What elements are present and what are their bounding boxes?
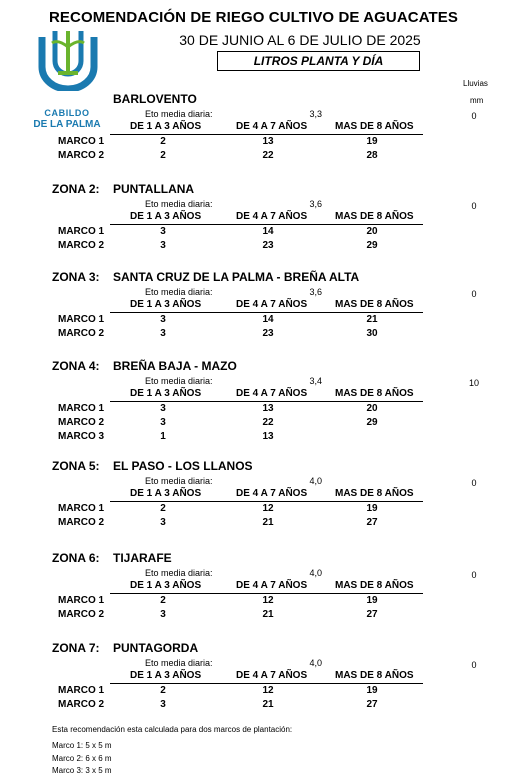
value-8-plus-years: 20 bbox=[366, 403, 378, 414]
value-1-3-years: 2 bbox=[160, 150, 166, 161]
value-8-plus-years: 27 bbox=[366, 699, 378, 710]
zone-name: PUNTALLANA bbox=[113, 182, 195, 196]
value-8-plus-years: 30 bbox=[366, 328, 378, 339]
marco-name: MARCO 2 bbox=[58, 517, 105, 528]
value-4-7-years: 13 bbox=[262, 403, 274, 414]
rain-value: 0 bbox=[471, 111, 477, 121]
marco-name: MARCO 2 bbox=[58, 417, 105, 428]
eto-value: 3,4 bbox=[309, 376, 322, 386]
header-rule bbox=[110, 683, 423, 684]
col-header-1-3-years: DE 1 A 3 AÑOS bbox=[130, 121, 202, 132]
rain-value: 0 bbox=[471, 289, 477, 299]
footnote-marco-1: Marco 1: 5 x 5 m bbox=[52, 741, 112, 750]
value-8-plus-years: 19 bbox=[366, 685, 378, 696]
value-1-3-years: 3 bbox=[160, 517, 166, 528]
col-header-4-7-years: DE 4 A 7 AÑOS bbox=[236, 388, 308, 399]
col-header-8-plus-years: MAS DE 8 AÑOS bbox=[335, 670, 414, 681]
zone-label: ZONA 6: bbox=[52, 551, 100, 565]
cabildo-palm-logo-icon bbox=[36, 27, 100, 91]
zone-label: ZONA 5: bbox=[52, 459, 100, 473]
marco-name: MARCO 2 bbox=[58, 240, 105, 251]
footnote-marco-3: Marco 3: 3 x 5 m bbox=[52, 766, 112, 775]
footnote-marco-2: Marco 2: 6 x 6 m bbox=[52, 754, 112, 763]
table-row bbox=[0, 417, 507, 431]
zone-label: ZONA 3: bbox=[52, 270, 100, 284]
header-rule bbox=[110, 593, 423, 594]
table-row bbox=[0, 431, 507, 445]
table-row bbox=[0, 226, 507, 240]
col-header-1-3-years: DE 1 A 3 AÑOS bbox=[130, 211, 202, 222]
table-row bbox=[0, 685, 507, 699]
value-4-7-years: 14 bbox=[262, 226, 274, 237]
table-row bbox=[0, 150, 507, 164]
value-1-3-years: 3 bbox=[160, 609, 166, 620]
rain-header: Lluvias bbox=[463, 79, 488, 88]
eto-value: 4,0 bbox=[309, 658, 322, 668]
col-header-4-7-years: DE 4 A 7 AÑOS bbox=[236, 121, 308, 132]
value-1-3-years: 3 bbox=[160, 417, 166, 428]
col-header-1-3-years: DE 1 A 3 AÑOS bbox=[130, 299, 202, 310]
col-header-4-7-years: DE 4 A 7 AÑOS bbox=[236, 299, 308, 310]
rain-value: 10 bbox=[468, 378, 479, 388]
value-8-plus-years: 20 bbox=[366, 226, 378, 237]
col-header-4-7-years: DE 4 A 7 AÑOS bbox=[236, 670, 308, 681]
header-rule bbox=[110, 312, 423, 313]
marco-name: MARCO 3 bbox=[58, 431, 105, 442]
table-row bbox=[0, 517, 507, 531]
rain-value: 0 bbox=[471, 570, 477, 580]
document-title: RECOMENDACIÓN DE RIEGO CULTIVO DE AGUACATES bbox=[48, 9, 459, 26]
value-1-3-years: 2 bbox=[160, 595, 166, 606]
date-range: 30 DE JUNIO AL 6 DE JULIO DE 2025 bbox=[179, 32, 421, 48]
zone-name: TIJARAFE bbox=[113, 551, 172, 565]
col-header-8-plus-years: MAS DE 8 AÑOS bbox=[335, 299, 414, 310]
zone-name: BREÑA BAJA - MAZO bbox=[113, 359, 237, 373]
eto-label: Eto media diaria: bbox=[145, 287, 213, 297]
value-4-7-years: 22 bbox=[262, 417, 274, 428]
eto-label: Eto media diaria: bbox=[145, 199, 213, 209]
marco-name: MARCO 2 bbox=[58, 328, 105, 339]
eto-value: 3,6 bbox=[309, 287, 322, 297]
value-4-7-years: 21 bbox=[262, 609, 274, 620]
eto-label: Eto media diaria: bbox=[145, 476, 213, 486]
zone-label: ZONA 2: bbox=[52, 182, 100, 196]
col-header-8-plus-years: MAS DE 8 AÑOS bbox=[335, 211, 414, 222]
value-8-plus-years: 29 bbox=[366, 417, 378, 428]
value-4-7-years: 22 bbox=[262, 150, 274, 161]
eto-value: 3,6 bbox=[309, 199, 322, 209]
zone-label: ZONA 7: bbox=[52, 641, 100, 655]
header-rule bbox=[110, 134, 423, 135]
value-1-3-years: 3 bbox=[160, 328, 166, 339]
eto-value: 4,0 bbox=[309, 568, 322, 578]
col-header-8-plus-years: MAS DE 8 AÑOS bbox=[335, 388, 414, 399]
header-rule bbox=[110, 401, 423, 402]
zone-name: EL PASO - LOS LLANOS bbox=[113, 459, 253, 473]
logo-text-cabildo: CABILDO bbox=[44, 108, 90, 118]
marco-name: MARCO 1 bbox=[58, 136, 105, 147]
col-header-8-plus-years: MAS DE 8 AÑOS bbox=[335, 488, 414, 499]
eto-label: Eto media diaria: bbox=[145, 109, 213, 119]
value-4-7-years: 12 bbox=[262, 595, 274, 606]
value-8-plus-years: 19 bbox=[366, 136, 378, 147]
rain-unit-header: mm bbox=[470, 96, 484, 105]
value-1-3-years: 3 bbox=[160, 314, 166, 325]
marco-name: MARCO 2 bbox=[58, 699, 105, 710]
table-row bbox=[0, 403, 507, 417]
value-4-7-years: 21 bbox=[262, 699, 274, 710]
value-4-7-years: 13 bbox=[262, 136, 274, 147]
col-header-4-7-years: DE 4 A 7 AÑOS bbox=[236, 211, 308, 222]
marco-name: MARCO 1 bbox=[58, 503, 105, 514]
value-4-7-years: 12 bbox=[262, 685, 274, 696]
marco-name: MARCO 1 bbox=[58, 595, 105, 606]
col-header-1-3-years: DE 1 A 3 AÑOS bbox=[130, 488, 202, 499]
logo-text-de-la-palma: DE LA PALMA bbox=[33, 119, 101, 130]
marco-name: MARCO 1 bbox=[58, 226, 105, 237]
marco-name: MARCO 1 bbox=[58, 314, 105, 325]
table-row bbox=[0, 314, 507, 328]
value-1-3-years: 2 bbox=[160, 136, 166, 147]
table-row bbox=[0, 136, 507, 150]
value-8-plus-years: 19 bbox=[366, 503, 378, 514]
rain-value: 0 bbox=[471, 660, 477, 670]
value-1-3-years: 2 bbox=[160, 503, 166, 514]
table-row bbox=[0, 699, 507, 713]
value-1-3-years: 1 bbox=[160, 431, 166, 442]
eto-value: 3,3 bbox=[309, 109, 322, 119]
eto-value: 4,0 bbox=[309, 476, 322, 486]
zone-name: BARLOVENTO bbox=[113, 92, 197, 106]
col-header-8-plus-years: MAS DE 8 AÑOS bbox=[335, 121, 414, 132]
eto-label: Eto media diaria: bbox=[145, 568, 213, 578]
zone-label: ZONA 4: bbox=[52, 359, 100, 373]
header-rule bbox=[110, 501, 423, 502]
value-8-plus-years: 27 bbox=[366, 517, 378, 528]
table-row bbox=[0, 595, 507, 609]
marco-name: MARCO 2 bbox=[58, 609, 105, 620]
value-1-3-years: 3 bbox=[160, 240, 166, 251]
col-header-4-7-years: DE 4 A 7 AÑOS bbox=[236, 580, 308, 591]
value-8-plus-years: 19 bbox=[366, 595, 378, 606]
value-8-plus-years: 27 bbox=[366, 609, 378, 620]
value-1-3-years: 3 bbox=[160, 699, 166, 710]
rain-value: 0 bbox=[471, 201, 477, 211]
col-header-1-3-years: DE 1 A 3 AÑOS bbox=[130, 388, 202, 399]
value-1-3-years: 3 bbox=[160, 226, 166, 237]
zone-name: PUNTAGORDA bbox=[113, 641, 199, 655]
value-4-7-years: 14 bbox=[262, 314, 274, 325]
eto-label: Eto media diaria: bbox=[145, 658, 213, 668]
value-8-plus-years: 29 bbox=[366, 240, 378, 251]
value-4-7-years: 12 bbox=[262, 503, 274, 514]
eto-label: Eto media diaria: bbox=[145, 376, 213, 386]
col-header-1-3-years: DE 1 A 3 AÑOS bbox=[130, 580, 202, 591]
zone-name: SANTA CRUZ DE LA PALMA - BREÑA ALTA bbox=[113, 270, 360, 284]
value-8-plus-years: 28 bbox=[366, 150, 378, 161]
value-4-7-years: 23 bbox=[262, 240, 274, 251]
table-row bbox=[0, 503, 507, 517]
table-row bbox=[0, 328, 507, 342]
marco-name: MARCO 1 bbox=[58, 403, 105, 414]
marco-name: MARCO 1 bbox=[58, 685, 105, 696]
marco-name: MARCO 2 bbox=[58, 150, 105, 161]
value-4-7-years: 23 bbox=[262, 328, 274, 339]
header-rule bbox=[110, 224, 423, 225]
value-8-plus-years: 21 bbox=[366, 314, 378, 325]
unit-box: LITROS PLANTA Y DÍA bbox=[217, 51, 420, 71]
table-row bbox=[0, 240, 507, 254]
col-header-8-plus-years: MAS DE 8 AÑOS bbox=[335, 580, 414, 591]
value-4-7-years: 21 bbox=[262, 517, 274, 528]
rain-value: 0 bbox=[471, 478, 477, 488]
value-1-3-years: 2 bbox=[160, 685, 166, 696]
col-header-4-7-years: DE 4 A 7 AÑOS bbox=[236, 488, 308, 499]
table-row bbox=[0, 609, 507, 623]
value-4-7-years: 13 bbox=[262, 431, 274, 442]
col-header-1-3-years: DE 1 A 3 AÑOS bbox=[130, 670, 202, 681]
footnote-intro: Esta recomendación esta calculada para dos marcos de plantación: bbox=[52, 725, 293, 734]
value-1-3-years: 3 bbox=[160, 403, 166, 414]
